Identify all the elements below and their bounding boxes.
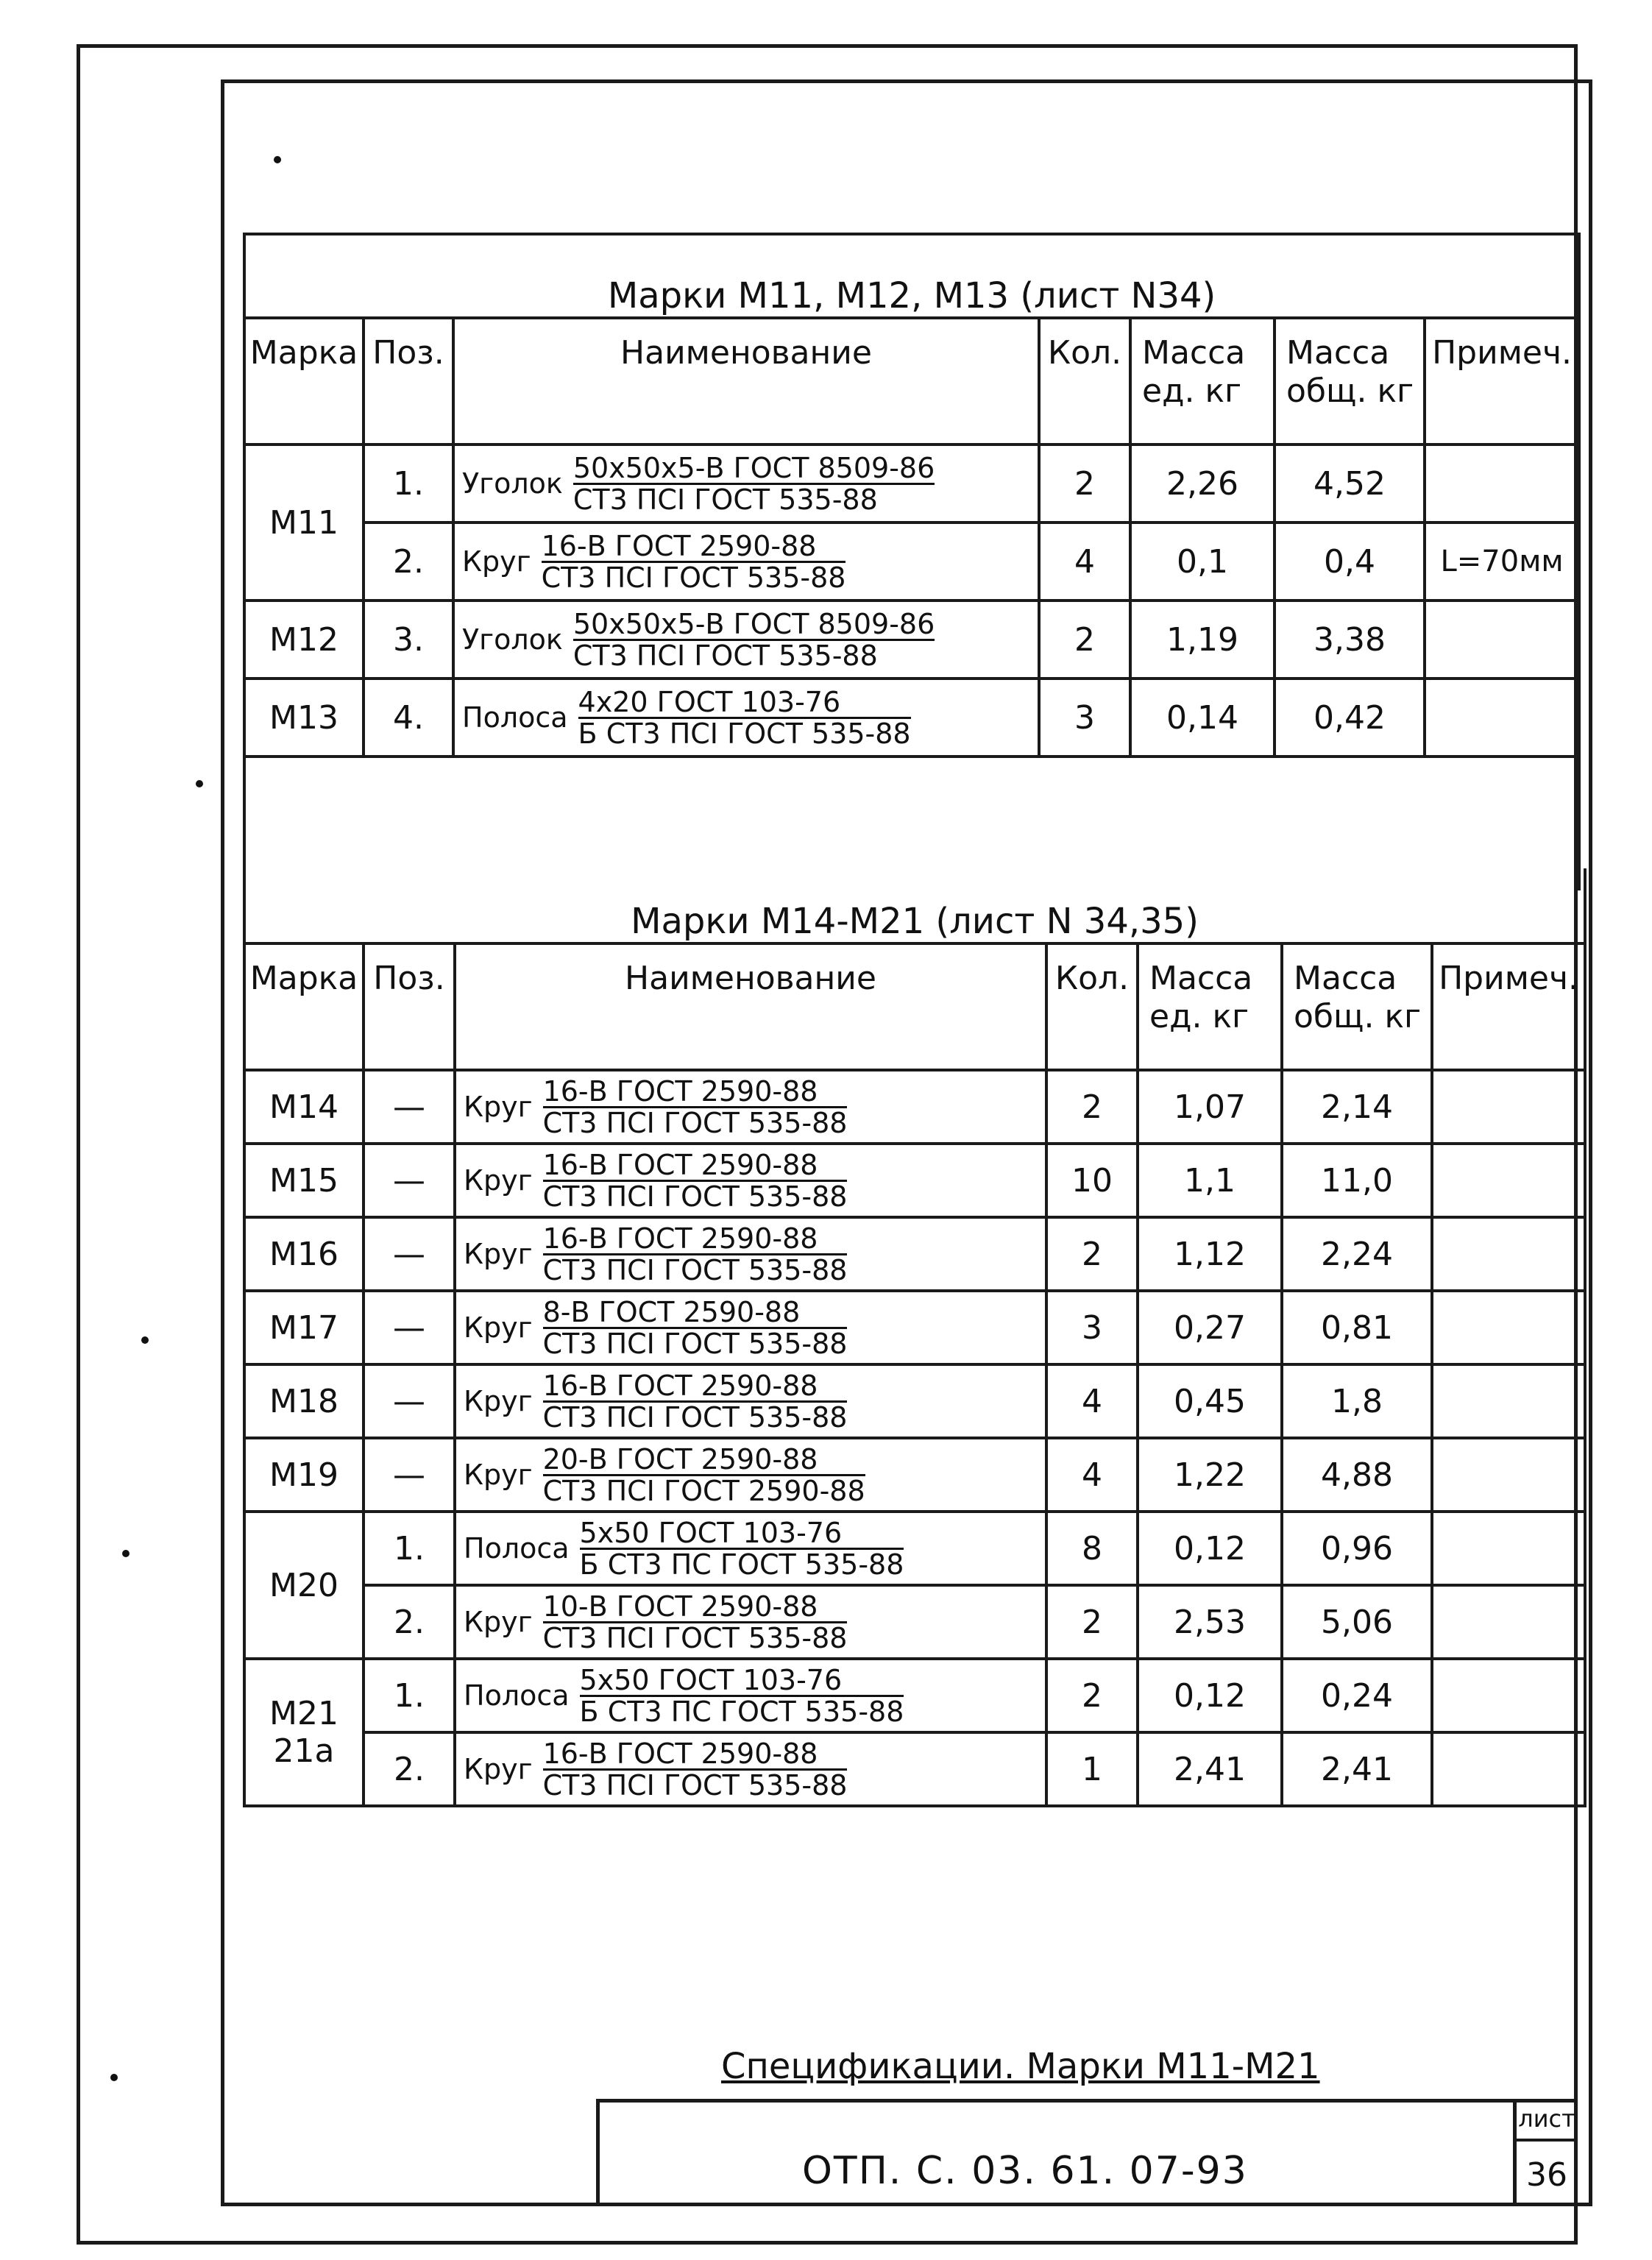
cell-mass-unit: 0,14 [1130, 679, 1275, 757]
item-kind: Уголок [462, 467, 563, 500]
cell-name [453, 601, 1039, 679]
sheet-title: Спецификации. Марки М11-М21 [721, 2046, 1320, 2087]
item-spec-top: 16-В ГОСТ 2590-88 [543, 1371, 848, 1403]
item-kind: Круг [464, 1385, 533, 1417]
table-row [244, 1217, 1585, 1291]
item-spec-bottom: Б СТ3 ПСI ГОСТ 535-88 [578, 717, 911, 750]
item-spec-top: 5x50 ГОСТ 103-76 [580, 1518, 904, 1550]
cell-name [453, 444, 1039, 523]
cell-mark: М14 [244, 1070, 364, 1144]
table-caption: Марки М11, М12, М13 (лист N34) [244, 234, 1579, 318]
cell-qty: 3 [1039, 679, 1130, 757]
cell-pos: — [364, 1070, 455, 1144]
header-note: Примеч. [1432, 943, 1585, 1070]
cell-qty: 2 [1046, 1070, 1138, 1144]
item-spec-top: 50x50x5-В ГОСТ 8509-86 [572, 607, 935, 640]
table-row [244, 1512, 1585, 1585]
cell-qty: 4 [1039, 523, 1130, 601]
item-spec-bottom: СТ3 ПСI ГОСТ 535-88 [542, 1400, 848, 1434]
cell-qty: 8 [1046, 1512, 1138, 1585]
item-spec-bottom: Б СТ3 ПС ГОСТ 535-88 [579, 1695, 904, 1728]
item-spec-top: 20-В ГОСТ 2590-88 [543, 1445, 865, 1476]
header-name: Наименование [453, 318, 1039, 444]
cell-note [1432, 1438, 1585, 1512]
cell-name [455, 1217, 1046, 1291]
table-row [244, 601, 1579, 679]
header-mass-unit: Масса ед. кг [1130, 318, 1275, 444]
cell-name [455, 1364, 1046, 1438]
cell-note [1432, 1732, 1585, 1806]
cell-pos: 2. [364, 523, 453, 601]
cell-pos: — [364, 1144, 455, 1217]
cell-mass-total: 0,24 [1282, 1659, 1432, 1732]
spec-table-m14-m21 [243, 868, 1587, 1807]
cell-mass-unit: 1,12 [1138, 1217, 1282, 1291]
cell-mass-total: 0,96 [1282, 1512, 1432, 1585]
item-spec-bottom: СТ3 ПСI ГОСТ 535-88 [542, 1768, 848, 1802]
cell-mark: М11 [244, 444, 364, 601]
cell-mass-total: 1,8 [1282, 1364, 1432, 1438]
cell-note [1432, 1217, 1585, 1291]
cell-mass-total: 4,52 [1275, 444, 1425, 523]
cell-note [1425, 444, 1579, 523]
table-row [244, 1364, 1585, 1438]
sheet-number: 36 [1526, 2156, 1567, 2194]
cell-note [1425, 679, 1579, 757]
cell-pos: — [364, 1217, 455, 1291]
cell-pos: 1. [364, 1659, 455, 1732]
cell-qty: 3 [1046, 1291, 1138, 1364]
cell-mass-unit: 2,53 [1138, 1585, 1282, 1659]
cell-qty: 4 [1046, 1364, 1138, 1438]
header-mass-unit: Масса ед. кг [1138, 943, 1282, 1070]
cell-note [1432, 1659, 1585, 1732]
item-kind: Круг [464, 1164, 533, 1197]
cell-qty: 10 [1046, 1144, 1138, 1217]
cell-mark: М21 21а [244, 1659, 364, 1806]
header-pos: Поз. [364, 943, 455, 1070]
cell-note [1425, 601, 1579, 679]
cell-name [455, 1732, 1046, 1806]
cell-mass-total: 0,81 [1282, 1291, 1432, 1364]
item-spec-top: 16-В ГОСТ 2590-88 [543, 1224, 848, 1255]
cell-mass-total: 4,88 [1282, 1438, 1432, 1512]
table-row [244, 1585, 1585, 1659]
item-kind: Круг [464, 1238, 533, 1270]
cell-mark: М20 [244, 1512, 364, 1659]
header-mark: Марка [244, 943, 364, 1070]
item-spec-top: 8-В ГОСТ 2590-88 [543, 1297, 848, 1329]
cell-note [1432, 1291, 1585, 1364]
table-caption: Марки М14-М21 (лист N 34,35) [244, 868, 1585, 943]
item-kind: Полоса [464, 1679, 570, 1712]
cell-mass-unit: 2,41 [1138, 1732, 1282, 1806]
item-kind: Круг [462, 545, 531, 578]
cell-mass-unit: 2,26 [1130, 444, 1275, 523]
cell-note: L=70мм [1425, 523, 1579, 601]
table-row [244, 1659, 1585, 1732]
cell-mass-unit: 0,45 [1138, 1364, 1282, 1438]
cell-name [455, 1512, 1046, 1585]
item-spec-bottom: СТ3 ПСI ГОСТ 535-88 [542, 1621, 848, 1654]
cell-mass-unit: 0,12 [1138, 1659, 1282, 1732]
table-row [244, 444, 1579, 523]
table-row [244, 1291, 1585, 1364]
cell-qty: 2 [1039, 444, 1130, 523]
cell-note [1432, 1512, 1585, 1585]
item-spec-top: 5x50 ГОСТ 103-76 [580, 1665, 904, 1697]
speck [274, 156, 281, 163]
cell-name [455, 1585, 1046, 1659]
item-spec-bottom: СТ3 ПСI ГОСТ 535-88 [541, 561, 846, 594]
cell-name [453, 679, 1039, 757]
header-pos: Поз. [364, 318, 453, 444]
spec-table-m11-m13 [243, 233, 1581, 890]
document-code: ОТП. С. 03. 61. 07-93 [802, 2149, 1248, 2193]
item-kind: Круг [464, 1091, 533, 1123]
cell-pos: 4. [364, 679, 453, 757]
cell-mass-total: 0,42 [1275, 679, 1425, 757]
cell-mass-total: 2,24 [1282, 1217, 1432, 1291]
item-kind: Круг [464, 1311, 533, 1344]
header-qty: Кол. [1046, 943, 1138, 1070]
cell-name [455, 1070, 1046, 1144]
item-spec-bottom: СТ3 ПСI ГОСТ 535-88 [572, 483, 878, 516]
cell-mass-unit: 1,19 [1130, 601, 1275, 679]
speck [141, 1336, 149, 1344]
table-row [244, 679, 1579, 757]
cell-name [455, 1659, 1046, 1732]
cell-pos: 3. [364, 601, 453, 679]
cell-pos: 1. [364, 444, 453, 523]
cell-mark: М12 [244, 601, 364, 679]
cell-name [455, 1291, 1046, 1364]
cell-mark: М18 [244, 1364, 364, 1438]
cell-qty: 2 [1046, 1659, 1138, 1732]
cell-note [1432, 1364, 1585, 1438]
item-spec-bottom: СТ3 ПСI ГОСТ 535-88 [572, 639, 878, 672]
cell-qty: 2 [1046, 1217, 1138, 1291]
cell-name [455, 1438, 1046, 1512]
item-spec-top: 16-В ГОСТ 2590-88 [543, 1739, 848, 1771]
cell-mass-unit: 0,27 [1138, 1291, 1282, 1364]
header-note: Примеч. [1425, 318, 1579, 444]
item-spec-bottom: СТ3 ПСI ГОСТ 535-88 [542, 1253, 848, 1286]
cell-mark: М13 [244, 679, 364, 757]
cell-pos: 1. [364, 1512, 455, 1585]
item-spec-top: 16-В ГОСТ 2590-88 [542, 531, 846, 563]
header-name: Наименование [455, 943, 1046, 1070]
table-row [244, 1438, 1585, 1512]
cell-mark: М16 [244, 1217, 364, 1291]
cell-note [1432, 1070, 1585, 1144]
item-spec-top: 16-В ГОСТ 2590-88 [543, 1077, 848, 1108]
cell-pos: 2. [364, 1585, 455, 1659]
item-spec-top: 16-В ГОСТ 2590-88 [543, 1150, 848, 1182]
item-kind: Полоса [462, 701, 568, 734]
cell-mass-total: 0,4 [1275, 523, 1425, 601]
cell-pos: — [364, 1438, 455, 1512]
header-mass-total: Масса общ. кг [1275, 318, 1425, 444]
table-row [244, 523, 1579, 601]
item-spec-bottom: СТ3 ПСI ГОСТ 2590-88 [542, 1474, 865, 1507]
cell-pos: — [364, 1364, 455, 1438]
speck [122, 1550, 130, 1557]
cell-note [1432, 1144, 1585, 1217]
sheet-label: лист [1516, 2105, 1578, 2142]
cell-mass-unit: 0,12 [1138, 1512, 1282, 1585]
cell-mass-unit: 1,22 [1138, 1438, 1282, 1512]
cell-qty: 2 [1039, 601, 1130, 679]
item-kind: Полоса [464, 1532, 570, 1565]
item-spec-bottom: СТ3 ПСI ГОСТ 535-88 [542, 1327, 848, 1360]
cell-qty: 1 [1046, 1732, 1138, 1806]
cell-name [455, 1144, 1046, 1217]
cell-qty: 2 [1046, 1585, 1138, 1659]
item-kind: Круг [464, 1459, 533, 1491]
cell-mass-unit: 1,07 [1138, 1070, 1282, 1144]
cell-note [1432, 1585, 1585, 1659]
cell-mark: М15 [244, 1144, 364, 1217]
item-spec-top: 4x20 ГОСТ 103-76 [578, 687, 911, 719]
item-kind: Круг [464, 1753, 533, 1785]
cell-mass-total: 3,38 [1275, 601, 1425, 679]
item-spec-top: 50x50x5-В ГОСТ 8509-86 [572, 451, 935, 484]
item-spec-bottom: СТ3 ПСI ГОСТ 535-88 [542, 1180, 848, 1213]
header-qty: Кол. [1039, 318, 1130, 444]
cell-mass-total: 5,06 [1282, 1585, 1432, 1659]
header-mass-total: Масса общ. кг [1282, 943, 1432, 1070]
cell-qty: 4 [1046, 1438, 1138, 1512]
cell-mass-unit: 0,1 [1130, 523, 1275, 601]
cell-mass-total: 2,41 [1282, 1732, 1432, 1806]
header-mark: Марка [244, 318, 364, 444]
item-spec-bottom: СТ3 ПСI ГОСТ 535-88 [542, 1106, 848, 1139]
cell-mark: М17 [244, 1291, 364, 1364]
table-row [244, 1070, 1585, 1144]
cell-mass-unit: 1,1 [1138, 1144, 1282, 1217]
table-row [244, 1732, 1585, 1806]
cell-mass-total: 2,14 [1282, 1070, 1432, 1144]
table-row [244, 1144, 1585, 1217]
item-spec-top: 10-В ГОСТ 2590-88 [543, 1592, 848, 1623]
cell-pos: — [364, 1291, 455, 1364]
speck [110, 2074, 118, 2081]
item-kind: Уголок [462, 623, 563, 656]
cell-mark: М19 [244, 1438, 364, 1512]
cell-pos: 2. [364, 1732, 455, 1806]
cell-mass-total: 11,0 [1282, 1144, 1432, 1217]
item-kind: Круг [464, 1606, 533, 1638]
item-spec-bottom: Б СТ3 ПС ГОСТ 535-88 [579, 1548, 904, 1581]
cell-name [453, 523, 1039, 601]
speck [196, 780, 203, 787]
